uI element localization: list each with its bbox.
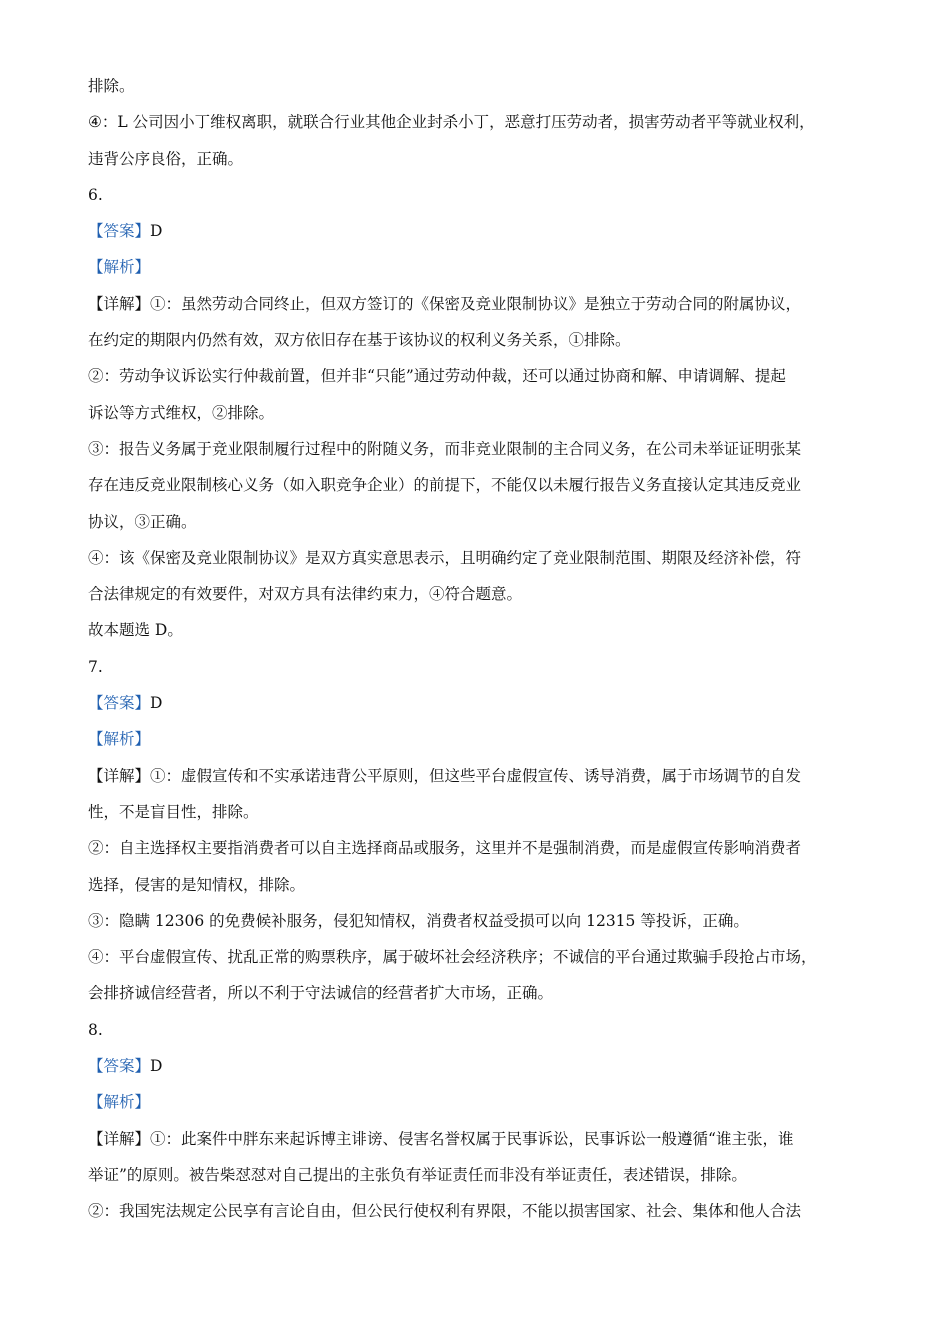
text-line (88, 1157, 868, 1193)
text-line (88, 68, 868, 104)
answer-tag: 【答案】 (88, 222, 151, 241)
detail-tag: 【详解】 (88, 766, 151, 785)
detail-line (88, 286, 868, 322)
detail-line (88, 1121, 868, 1157)
line-text: ③：报告义务属于竞业限制履行过程中的附随义务，而非竞业限制的主合同义务，在公司未举证证明张某 (88, 439, 802, 458)
analysis-line (88, 721, 868, 757)
text-line (88, 975, 868, 1011)
line-text: 合法律规定的有效要件，对双方具有法律约束力，④符合题意。 (88, 585, 523, 604)
text-line (88, 576, 868, 612)
analysis-tag: 【解析】 (88, 730, 151, 749)
text-line (88, 358, 868, 394)
line-text: ②：我国宪法规定公民享有言论自由，但公民行使权利有界限，不能以损害国家、社会、集体和他人合法 (88, 1202, 802, 1221)
analysis-line (88, 1084, 868, 1120)
text-line (88, 467, 868, 503)
text-line (88, 395, 868, 431)
text-line (88, 794, 868, 830)
text-line (88, 939, 868, 975)
line-text: 8. (88, 1020, 103, 1039)
line-text: ①：虚假宣传和不实承诺违背公平原则，但这些平台虚假宣传、诱导消费，属于市场调节的自发 (150, 766, 802, 785)
line-text: 协议，③正确。 (88, 512, 197, 531)
line-text: ④：L 公司因小丁维权离职，就联合行业其他企业封杀小丁，恶意打压劳动者，损害劳动者平等就业权利， (88, 113, 815, 132)
document-page (88, 68, 868, 1230)
text-line (88, 867, 868, 903)
text-line (88, 1012, 868, 1048)
detail-tag: 【详解】 (88, 1129, 151, 1148)
line-text: ①：此案件中胖东来起诉博主诽谤、侵害名誉权属于民事诉讼，民事诉讼一般遵循“谁主张，谁 (150, 1129, 794, 1148)
text-line (88, 104, 868, 140)
line-text: ④：平台虚假宣传、扰乱正常的购票秩序，属于破坏社会经济秩序；不诚信的平台通过欺骗手段抢占市场， (88, 948, 817, 967)
answer-line (88, 213, 868, 249)
line-text: 故本题选 D。 (88, 621, 183, 640)
line-text: 在约定的期限内仍然有效，双方依旧存在基于该协议的权利义务关系，①排除。 (88, 331, 631, 350)
text-line (88, 504, 868, 540)
line-text: ②：劳动争议诉讼实行仲裁前置，但并非“只能”通过劳动仲裁，还可以通过协商和解、申请调解、提起 (88, 367, 786, 386)
line-text: 违背公序良俗，正确。 (88, 149, 244, 168)
answer-line (88, 685, 868, 721)
line-text: 6. (88, 185, 103, 204)
text-line (88, 540, 868, 576)
line-text: 7. (88, 657, 103, 676)
line-text: 举证”的原则。被告柴怼怼对自己提出的主张负有举证责任而非没有举证责任，表述错误，排除。 (88, 1165, 747, 1184)
line-text: 会排挤诚信经营者，所以不利于守法诚信的经营者扩大市场，正确。 (88, 984, 554, 1003)
text-line (88, 830, 868, 866)
text-line (88, 903, 868, 939)
answer-tag: 【答案】 (88, 694, 151, 713)
detail-line (88, 758, 868, 794)
text-line (88, 322, 868, 358)
text-line (88, 431, 868, 467)
text-line (88, 177, 868, 213)
analysis-tag: 【解析】 (88, 258, 151, 277)
text-line (88, 1193, 868, 1229)
text-line (88, 649, 868, 685)
line-text: D (150, 1057, 163, 1076)
line-text: 诉讼等方式维权，②排除。 (88, 403, 275, 422)
detail-tag: 【详解】 (88, 294, 151, 313)
analysis-tag: 【解析】 (88, 1093, 151, 1112)
answer-tag: 【答案】 (88, 1057, 151, 1076)
line-text: 存在违反竞业限制核心义务（如入职竞争企业）的前提下，不能仅以未履行报告义务直接认定其违反竞业 (88, 476, 802, 495)
line-text: ①：虽然劳动合同终止，但双方签订的《保密及竞业限制协议》是独立于劳动合同的附属协议， (150, 294, 802, 313)
text-line (88, 612, 868, 648)
line-text: 选择，侵害的是知情权，排除。 (88, 875, 306, 894)
line-text: D (150, 694, 163, 713)
analysis-line (88, 249, 868, 285)
answer-line (88, 1048, 868, 1084)
line-text: 排除。 (88, 77, 135, 95)
line-text: ②：自主选择权主要指消费者可以自主选择商品或服务，这里并不是强制消费，而是虚假宣传影响消费者 (88, 839, 802, 858)
line-text: ③：隐瞒 12306 的免费候补服务，侵犯知情权，消费者权益受损可以向 12315 等投诉，正确。 (88, 911, 749, 930)
line-text: 性，不是盲目性，排除。 (88, 802, 259, 821)
text-line (88, 141, 868, 177)
line-text: D (150, 222, 163, 241)
line-text: ④：该《保密及竞业限制协议》是双方真实意思表示，且明确约定了竞业限制范围、期限及经济补偿，符 (88, 548, 802, 567)
